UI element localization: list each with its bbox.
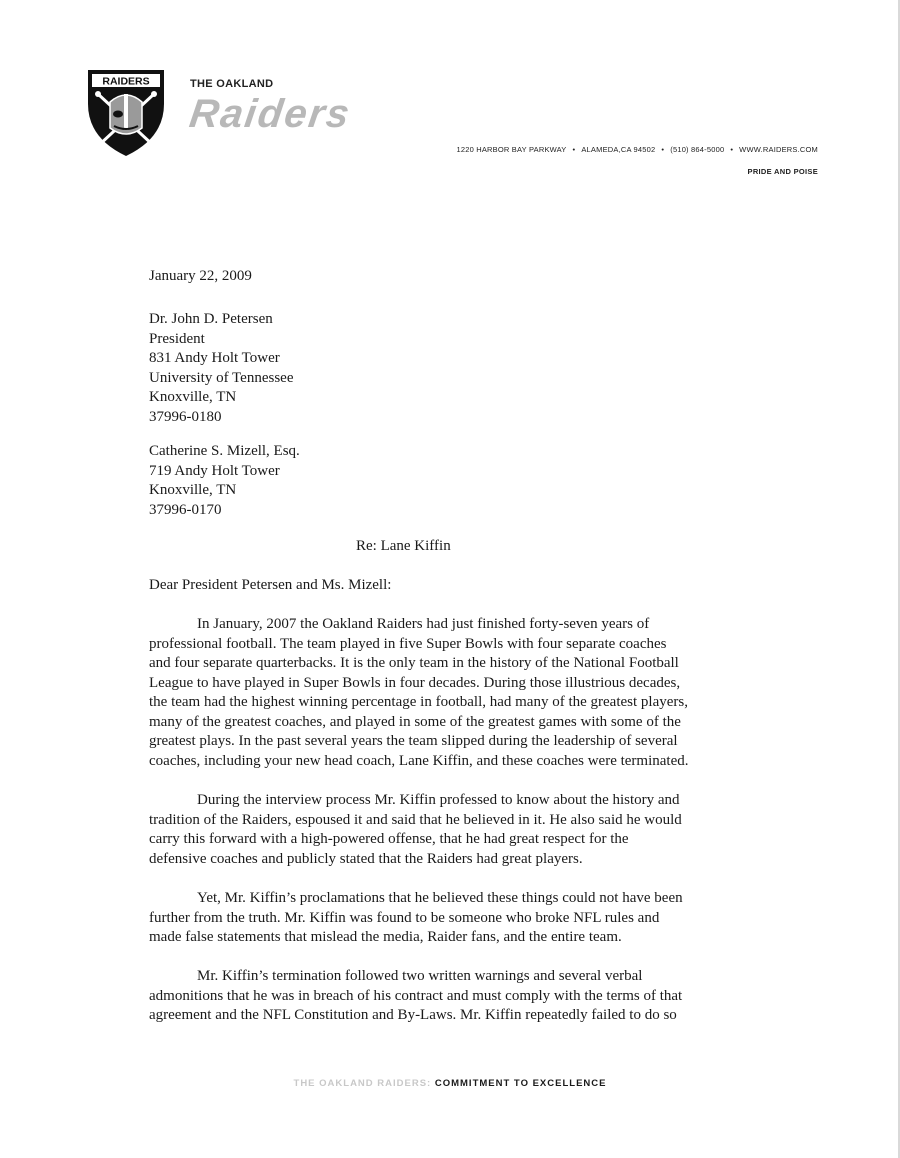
paragraph-4 [149,967,682,1026]
paragraph-line: carry this forward with a high-powered offense, that he had great respect for the [149,831,629,847]
address-line: 37996-0180 [149,408,222,425]
address-line: 719 Andy Holt Tower [149,462,280,479]
paragraph-line: and four separate quarterbacks. It is the only team in the history of the National Football [149,655,679,671]
paragraph-line: greatest plays. In the past several years the team slipped during the leadership of several [149,733,678,749]
paragraph-line: Mr. Kiffin’s termination followed two written warnings and several verbal [197,968,643,984]
paragraph-line: admonitions that he was in breach of his contract and must comply with the terms of that [149,987,683,1004]
address-line: Knoxville, TN [149,482,237,498]
address-line: Dr. John D. Petersen [149,311,273,327]
phone-number: (510) 864-5000 [670,145,725,154]
paragraph-line: the team had the highest winning percentage in football, had many of the greatest players, [149,694,688,710]
address-line: 37996-0170 [149,501,222,518]
street-address: 1220 HARBOR BAY PARKWAY [456,145,567,154]
website: WWW.RAIDERS.COM [739,145,818,154]
paragraph-line: coaches, including your new head coach, Lane Kiffin, and these coaches were terminated. [149,752,689,769]
salutation: Dear President Petersen and Ms. Mizell: [149,577,392,593]
paragraph-line: many of the greatest coaches, and played in some of the greatest games with some of the [149,713,681,730]
paragraph-line: agreement and the NFL Constitution and By-Laws. Mr. Kiffin repeatedly failed to do so [149,1007,677,1023]
letterhead-address: 1220 HARBOR BAY PARKWAY • ALAMEDA,CA 94502 • (510) 864-5000 • WWW.RAIDERS.COM [456,145,818,154]
paragraph-line: made false statements that mislead the media, Raider fans, and the entire team. [149,929,622,945]
letterhead-motto: PRIDE AND POISE [747,167,818,176]
shield-text: RAIDERS [102,75,150,88]
city-address: ALAMEDA,CA 94502 [581,145,656,154]
paragraph-2 [149,791,682,869]
paragraph-line: professional football. The team played in five Super Bowls with four separate coaches [149,635,667,652]
footer-slogan: COMMITMENT TO EXCELLENCE [434,1078,607,1089]
footer-team: THE OAKLAND RAIDERS: [293,1078,432,1089]
recipient-address-2 [149,442,300,520]
paragraph-line: During the interview process Mr. Kiffin professed to know about the history and [197,792,680,808]
address-line: 831 Andy Holt Tower [149,350,280,366]
paragraph-line: further from the truth. Mr. Kiffin was found to be someone who broke NFL rules and [149,909,660,926]
paragraph-line: Yet, Mr. Kiffin’s proclamations that he believed these things could not have been [197,890,683,906]
team-prefix: THE OAKLAND [190,78,274,90]
paragraph-line: tradition of the Raiders, espoused it and said that he believed in it. He also said he would [149,811,682,828]
letter-date: January 22, 2009 [149,268,252,284]
team-wordmark: Raiders [186,92,354,136]
paragraph-line: League to have played in Super Bowls in four decades. During those illustrious decades, [149,674,681,691]
address-line: Knoxville, TN [149,389,237,405]
address-line: University of Tennessee [149,369,294,386]
raiders-shield-logo [82,66,170,158]
address-line: Catherine S. Mizell, Esq. [149,443,300,459]
subject-line: Re: Lane Kiffin [356,538,451,554]
paragraph-line: In January, 2007 the Oakland Raiders had just finished forty-seven years of [197,616,650,632]
paragraph-line: defensive coaches and publicly stated that the Raiders had great players. [149,850,583,867]
paragraph-1 [149,615,689,771]
address-line: President [149,330,205,347]
letter-footer [0,1078,900,1089]
paragraph-3 [149,889,683,948]
recipient-address-1 [149,310,293,427]
